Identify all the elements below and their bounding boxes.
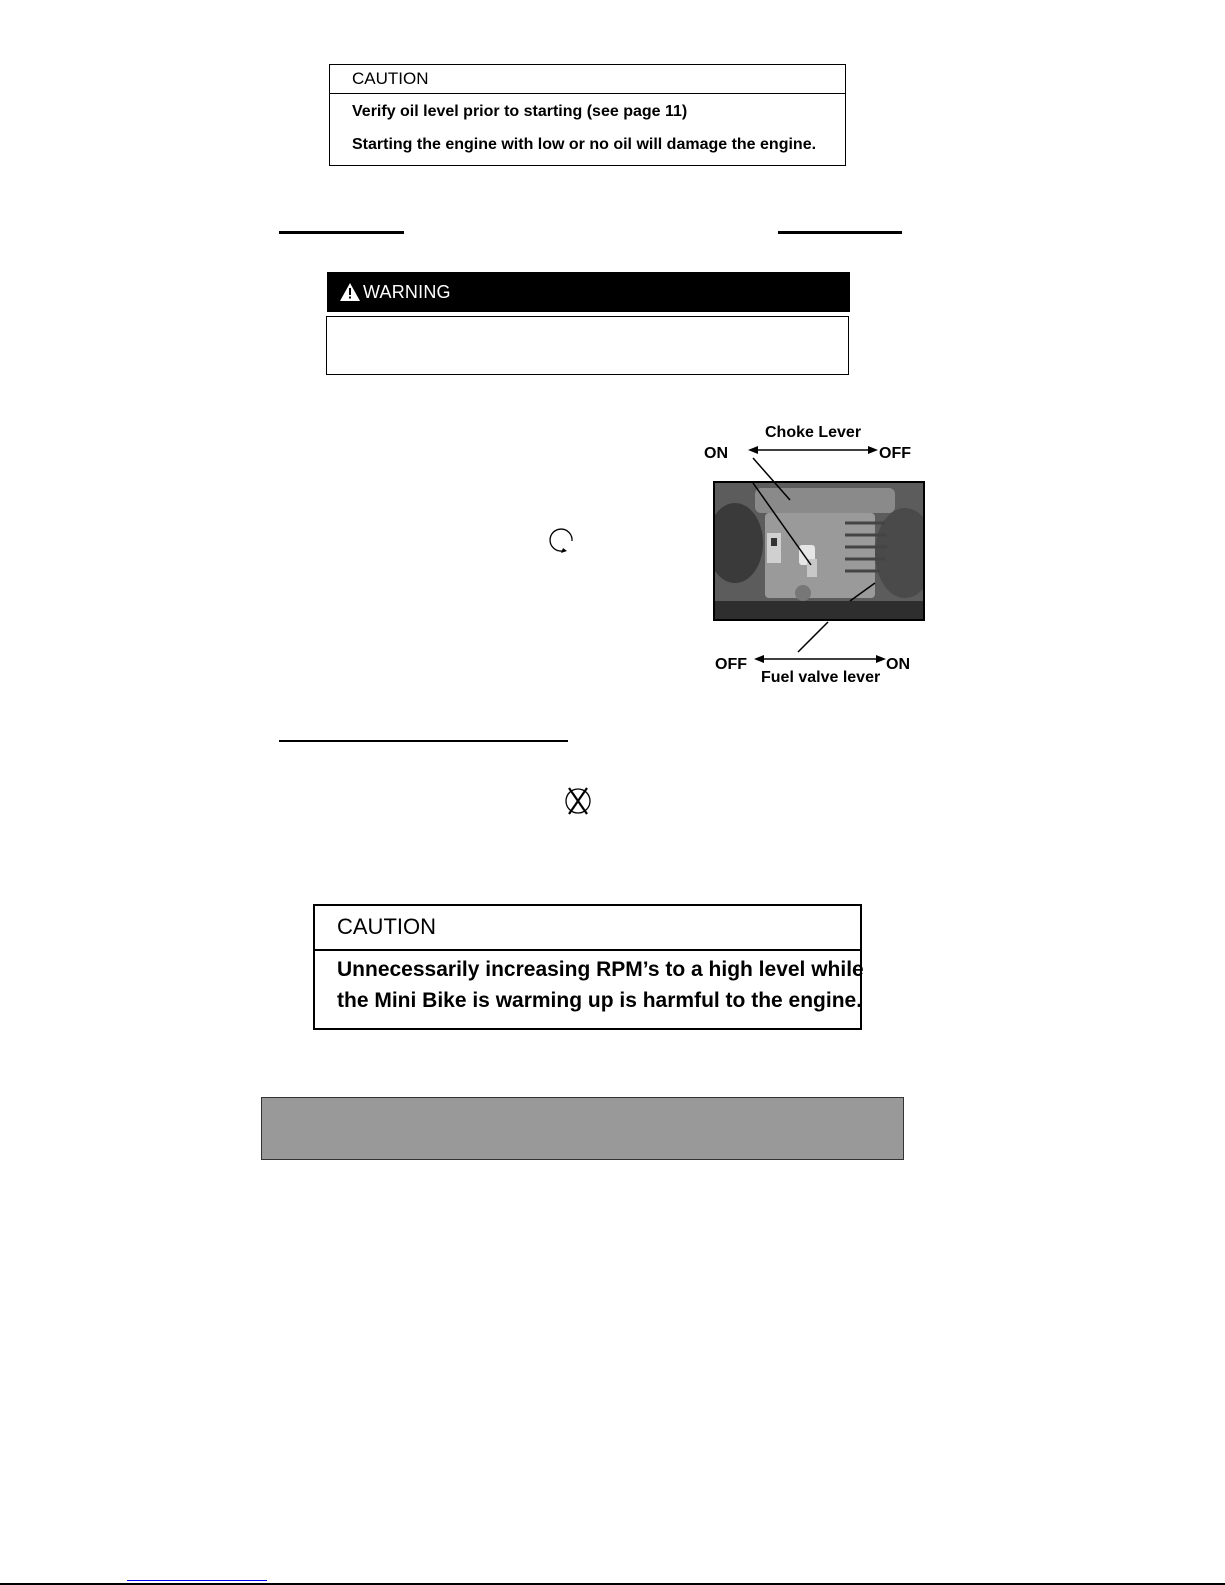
stop-x-icon: [562, 784, 594, 818]
warning-label: WARNING: [363, 282, 451, 302]
warning-triangle-icon: [340, 283, 360, 301]
subsection-underline: [279, 740, 568, 742]
choke-off-label: OFF: [879, 445, 911, 462]
warning-body: [326, 316, 849, 375]
caution-rpm-line-1: Unnecessarily increasing RPM’s to a high level while: [337, 958, 864, 981]
caution-line-2: Starting the engine with low or no oil will damage the engine.: [352, 136, 817, 153]
footer-link-underline[interactable]: [127, 1580, 267, 1581]
gray-note-box: [261, 1097, 904, 1160]
choke-on-label: ON: [704, 445, 728, 462]
fuel-off-label: OFF: [715, 656, 747, 673]
rotate-arrow-icon: [548, 527, 578, 557]
section-rule-right: [778, 231, 902, 234]
caution-box-rpm: [313, 904, 862, 1030]
warning-header: [327, 272, 850, 312]
fuel-on-label: ON: [886, 656, 910, 673]
section-rule-left: [279, 231, 404, 234]
choke-lever-title: Choke Lever: [765, 424, 862, 441]
caution-rpm-line-2: the Mini Bike is warming up is harmful to the engine.: [337, 989, 863, 1012]
fuel-valve-lever-title: Fuel valve lever: [761, 669, 881, 686]
caution-heading: CAUTION: [330, 65, 845, 94]
caution-heading-2: CAUTION: [315, 906, 860, 951]
figure-arrows: [700, 440, 930, 680]
caution-line-1: Verify oil level prior to starting (see page 11): [352, 103, 688, 120]
caution-box-oil: [329, 64, 846, 166]
